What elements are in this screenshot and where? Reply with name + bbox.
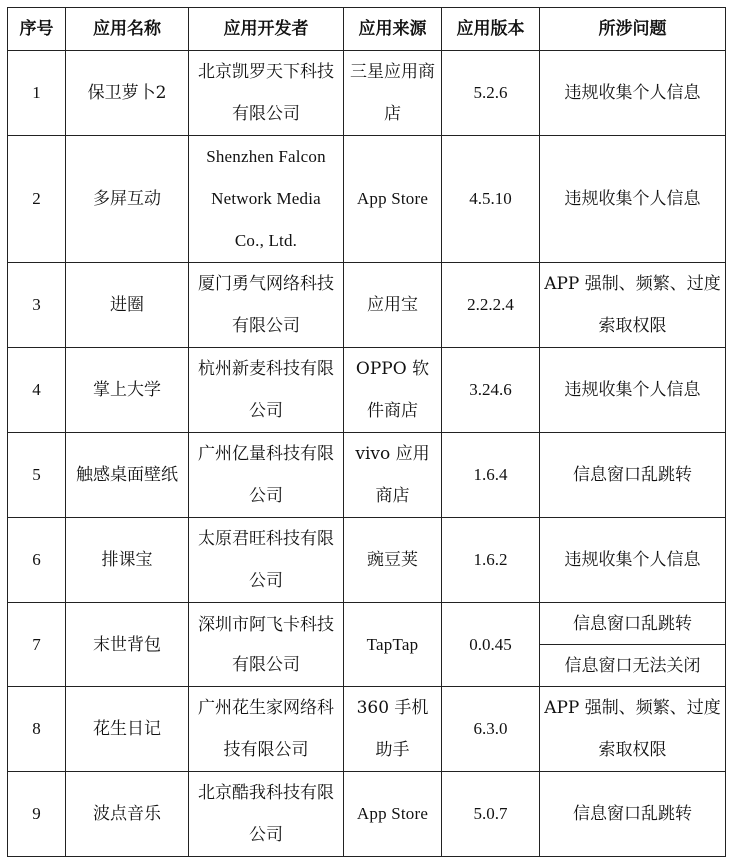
cell-developer: 广州亿量科技有限公司 xyxy=(189,433,344,518)
cell-version: 3.24.6 xyxy=(442,348,540,433)
cell-issue: 信息窗口乱跳转 xyxy=(540,772,726,857)
cell-version: 5.2.6 xyxy=(442,51,540,136)
cell-version: 4.5.10 xyxy=(442,136,540,263)
cell-index: 1 xyxy=(8,51,66,136)
cell-source: 豌豆荚 xyxy=(344,518,442,603)
table-row xyxy=(8,136,726,263)
cell-app-name: 掌上大学 xyxy=(66,348,189,433)
cell-index: 8 xyxy=(8,687,66,772)
cell-source: App Store xyxy=(344,772,442,857)
table-row xyxy=(8,263,726,348)
cell-version: 1.6.2 xyxy=(442,518,540,603)
header-source: 应用来源 xyxy=(344,8,442,51)
cell-issue: 信息窗口乱跳转 xyxy=(540,433,726,518)
cell-app-name: 波点音乐 xyxy=(66,772,189,857)
cell-version: 6.3.0 xyxy=(442,687,540,772)
table-row xyxy=(8,603,726,645)
table-row xyxy=(8,687,726,772)
cell-index: 5 xyxy=(8,433,66,518)
cell-developer: 杭州新麦科技有限公司 xyxy=(189,348,344,433)
cell-app-name: 末世背包 xyxy=(66,603,189,687)
cell-issue: 违规收集个人信息 xyxy=(540,518,726,603)
header-index: 序号 xyxy=(8,8,66,51)
cell-index: 9 xyxy=(8,772,66,857)
cell-source: 360 手机助手 xyxy=(344,687,442,772)
header-developer: 应用开发者 xyxy=(189,8,344,51)
header-app-name: 应用名称 xyxy=(66,8,189,51)
cell-source: 三星应用商店 xyxy=(344,51,442,136)
table-row xyxy=(8,51,726,136)
cell-developer: 广州花生家网络科技有限公司 xyxy=(189,687,344,772)
cell-app-name: 排课宝 xyxy=(66,518,189,603)
cell-app-name: 多屏互动 xyxy=(66,136,189,263)
table-row xyxy=(8,348,726,433)
cell-issue: 信息窗口乱跳转 xyxy=(540,603,726,645)
cell-index: 6 xyxy=(8,518,66,603)
header-row xyxy=(8,8,726,51)
cell-source: 应用宝 xyxy=(344,263,442,348)
cell-developer: 太原君旺科技有限公司 xyxy=(189,518,344,603)
cell-issue: 违规收集个人信息 xyxy=(540,136,726,263)
cell-source: TapTap xyxy=(344,603,442,687)
cell-issue: 违规收集个人信息 xyxy=(540,51,726,136)
table-row xyxy=(8,772,726,857)
cell-app-name: 花生日记 xyxy=(66,687,189,772)
cell-developer: 北京酷我科技有限公司 xyxy=(189,772,344,857)
cell-issue: APP 强制、频繁、过度索取权限 xyxy=(540,263,726,348)
cell-index: 4 xyxy=(8,348,66,433)
app-violation-table xyxy=(7,7,726,857)
cell-version: 0.0.45 xyxy=(442,603,540,687)
cell-issue: 违规收集个人信息 xyxy=(540,348,726,433)
cell-developer: 厦门勇气网络科技有限公司 xyxy=(189,263,344,348)
cell-index: 7 xyxy=(8,603,66,687)
table-row xyxy=(8,518,726,603)
cell-version: 5.0.7 xyxy=(442,772,540,857)
cell-developer: 深圳市阿飞卡科技有限公司 xyxy=(189,603,344,687)
cell-source: vivo 应用商店 xyxy=(344,433,442,518)
header-version: 应用版本 xyxy=(442,8,540,51)
table-row xyxy=(8,433,726,518)
cell-version: 1.6.4 xyxy=(442,433,540,518)
cell-issue: APP 强制、频繁、过度索取权限 xyxy=(540,687,726,772)
cell-app-name: 触感桌面壁纸 xyxy=(66,433,189,518)
cell-developer: 北京凯罗天下科技有限公司 xyxy=(189,51,344,136)
cell-app-name: 进圈 xyxy=(66,263,189,348)
cell-index: 3 xyxy=(8,263,66,348)
cell-index: 2 xyxy=(8,136,66,263)
cell-app-name: 保卫萝卜2 xyxy=(66,51,189,136)
header-issue: 所涉问题 xyxy=(540,8,726,51)
cell-source: OPPO 软件商店 xyxy=(344,348,442,433)
cell-issue-secondary: 信息窗口无法关闭 xyxy=(540,645,726,687)
cell-source: App Store xyxy=(344,136,442,263)
cell-developer: Shenzhen Falcon Network Media Co., Ltd. xyxy=(189,136,344,263)
cell-version: 2.2.2.4 xyxy=(442,263,540,348)
